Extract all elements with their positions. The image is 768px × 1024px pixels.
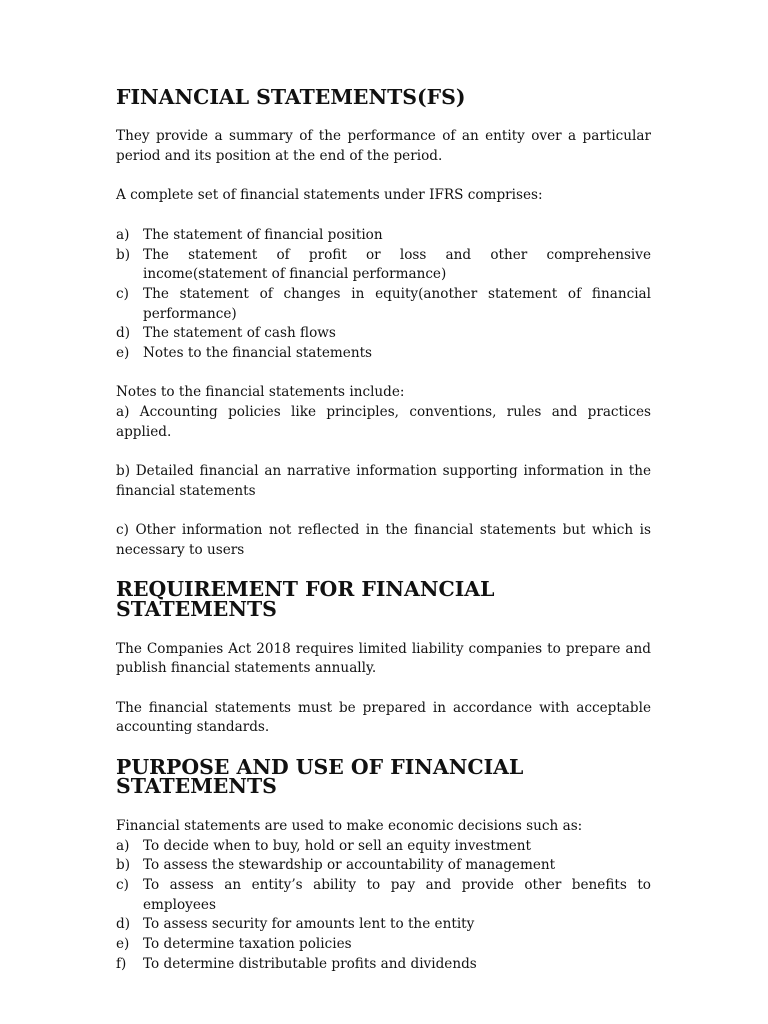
list-item — [116, 915, 651, 935]
list-marker: c) — [116, 876, 129, 893]
section-heading-purpose: PURPOSE AND USE OF FINANCIAL STATEMENTS — [116, 754, 524, 799]
list-item — [116, 955, 651, 975]
note-a: a) Accounting policies like principles, conventions, rules and practices applied. — [116, 404, 651, 440]
list-marker: a) — [116, 837, 130, 854]
list-marker: f) — [116, 955, 127, 972]
list-item — [116, 935, 651, 955]
list-item-text: To assess the stewardship or accountability of management — [143, 857, 556, 874]
requirement-paragraph-1: The Companies Act 2018 requires limited liability companies to prepare and publish financial statements annually. — [116, 640, 651, 677]
fs-components-list — [116, 226, 651, 364]
list-item-text: To assess an entity’s ability to pay and provide other benefits to employees — [143, 876, 651, 913]
intro-paragraph: They provide a summary of the performance of an entity over a particular period and its position at the end of the period. — [116, 128, 651, 165]
section-heading-requirement: REQUIREMENT FOR FINANCIAL STATEMENTS — [116, 577, 495, 622]
list-item-text: To decide when to buy, hold or sell an equity investment — [143, 837, 532, 854]
list-item-text: The statement of profit or loss and other comprehensive income(statement of financial performance) — [143, 246, 651, 283]
document-page — [116, 85, 651, 974]
list-item — [116, 837, 651, 857]
list-item — [116, 876, 651, 915]
list-item-text: The statement of financial position — [143, 226, 383, 243]
purpose-lead: Financial statements are used to make economic decisions such as: — [116, 817, 583, 834]
list-item — [116, 226, 651, 246]
list-item-text: The statement of changes in equity(another statement of financial performance) — [143, 285, 651, 322]
note-b: b) Detailed financial an narrative information supporting information in the financial statements — [116, 463, 651, 499]
list-marker: d) — [116, 325, 131, 342]
notes-lead: Notes to the financial statements include: — [116, 384, 405, 401]
list-item-text: To determine distributable profits and dividends — [143, 955, 477, 972]
list-marker: d) — [116, 916, 131, 933]
ifrs-set-lead: A complete set of financial statements under IFRS comprises: — [116, 187, 543, 204]
list-item — [116, 324, 651, 344]
list-item-text: The statement of cash flows — [143, 325, 336, 342]
note-c: c) Other information not reflected in the financial statements but which is necessary to users — [116, 522, 651, 559]
requirement-paragraph-2: The financial statements must be prepared in accordance with acceptable accounting standards. — [116, 699, 651, 736]
list-marker: a) — [116, 226, 130, 243]
section-heading-financial-statements: FINANCIAL STATEMENTS(FS) — [116, 85, 466, 109]
list-item-text: To determine taxation policies — [143, 936, 352, 953]
list-marker: e) — [116, 936, 130, 953]
list-item-text: Notes to the financial statements — [143, 345, 373, 362]
list-item — [116, 285, 651, 324]
list-marker: e) — [116, 345, 130, 362]
list-marker: b) — [116, 857, 131, 874]
purpose-list — [116, 837, 651, 975]
list-item-text: To assess security for amounts lent to the entity — [143, 916, 475, 933]
list-marker: b) — [116, 246, 131, 263]
list-item — [116, 344, 651, 364]
list-marker: c) — [116, 285, 129, 302]
list-item — [116, 856, 651, 876]
list-item — [116, 246, 651, 285]
